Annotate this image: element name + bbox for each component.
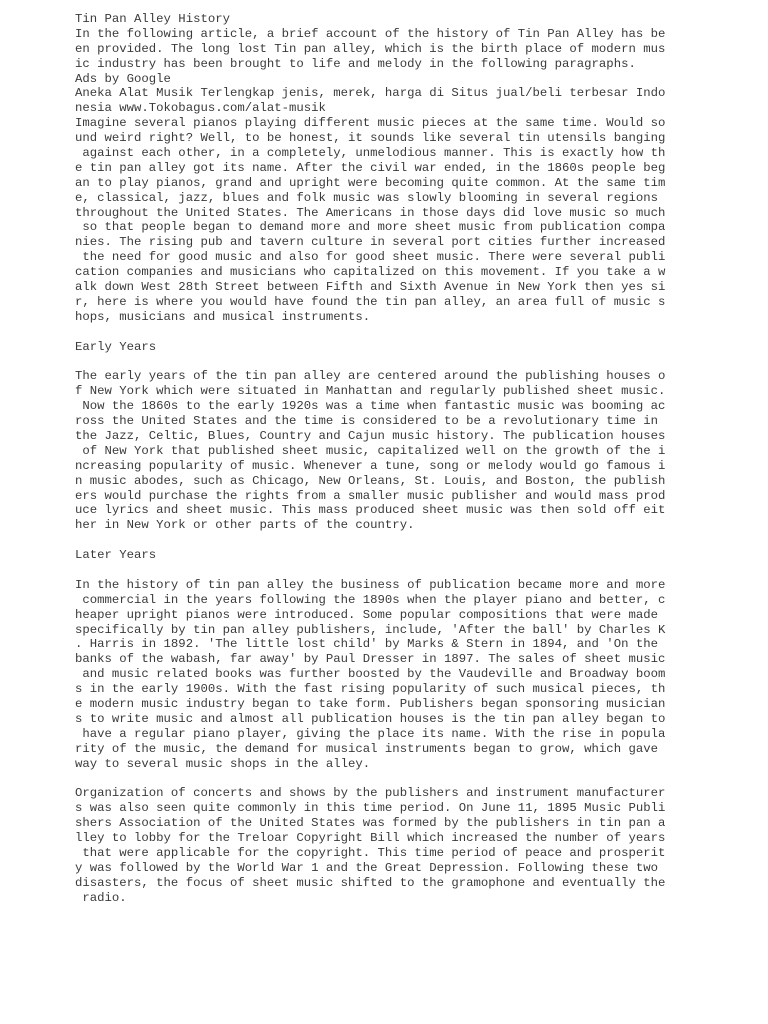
text-line: und weird right? Well, to be honest, it sounds like several tin utensils banging bbox=[75, 131, 666, 146]
text-line: specifically by tin pan alley publishers, include, 'After the ball' by Charles K bbox=[75, 622, 666, 637]
text-line: e tin pan alley got its name. After the civil war ended, in the 1860s people beg bbox=[75, 160, 666, 175]
text-line: s was also seen quite commonly in this time period. On June 11, 1895 Music Publi bbox=[75, 801, 666, 816]
text-line: ross the United States and the time is considered to be a revolutionary time in bbox=[75, 414, 666, 429]
text-line: s in the early 1900s. With the fast rising popularity of such musical pieces, th bbox=[75, 682, 666, 697]
text-line: an to play pianos, grand and upright were becoming quite common. At the same tim bbox=[75, 175, 666, 190]
text-line: In the following article, a brief account of the history of Tin Pan Alley has be bbox=[75, 26, 666, 41]
text-line: and music related books was further boosted by the Vaudeville and Broadway boom bbox=[75, 667, 666, 682]
text-line: ers would purchase the rights from a smaller music publisher and would mass prod bbox=[75, 488, 666, 503]
text-line: y was followed by the World War 1 and the Great Depression. Following these two bbox=[75, 860, 666, 875]
text-line: so that people began to demand more and more sheet music from publication compa bbox=[75, 220, 666, 235]
text-line: against each other, in a completely, unmelodious manner. This is exactly how th bbox=[75, 146, 666, 161]
ad-line: Aneka Alat Musik Terlengkap jenis, merek, harga di Situs jual/beli terbesar Indo bbox=[75, 86, 666, 101]
text-line: hops, musicians and musical instruments. bbox=[75, 309, 371, 324]
text-line: r, here is where you would have found the tin pan alley, an area full of music s bbox=[75, 294, 666, 309]
intro-paragraph bbox=[75, 27, 675, 72]
text-line: In the history of tin pan alley the business of publication became more and more bbox=[75, 577, 666, 592]
text-line: commercial in the years following the 1890s when the player piano and better, c bbox=[75, 592, 666, 607]
ad-line: nesia www.Tokobagus.com/alat-musik bbox=[75, 101, 326, 116]
text-line: throughout the United States. The Americans in those days did love music so much bbox=[75, 205, 666, 220]
text-line: rity of the music, the demand for musical instruments began to grow, which gave bbox=[75, 741, 666, 756]
text-line: e modern music industry began to take form. Publishers began sponsoring musician bbox=[75, 696, 666, 711]
text-line: Now the 1860s to the early 1920s was a time when fantastic music was booming ac bbox=[75, 399, 666, 414]
ad-text bbox=[75, 86, 675, 116]
document-title: Tin Pan Alley History bbox=[75, 12, 230, 26]
text-line: nies. The rising pub and tavern culture in several port cities further increased bbox=[75, 235, 666, 250]
body-paragraph bbox=[75, 116, 675, 324]
text-line: s to write music and almost all publication houses is the tin pan alley began to bbox=[75, 711, 666, 726]
text-line: Imagine several pianos playing different music pieces at the same time. Would so bbox=[75, 116, 666, 131]
text-line: cation companies and musicians who capitalized on this movement. If you take a w bbox=[75, 265, 666, 280]
blank-line bbox=[75, 533, 675, 548]
blank-line bbox=[75, 771, 675, 786]
ads-label: Ads by Google bbox=[75, 71, 171, 86]
text-line: heaper upright pianos were introduced. Some popular compositions that were made bbox=[75, 607, 666, 622]
section-heading-later-years: Later Years bbox=[75, 548, 157, 563]
text-line: uce lyrics and sheet music. This mass produced sheet music was then sold off eit bbox=[75, 503, 666, 518]
text-line: The early years of the tin pan alley are centered around the publishing houses o bbox=[75, 369, 666, 384]
text-line: have a regular piano player, giving the place its name. With the rise in popula bbox=[75, 726, 666, 741]
text-line: ncreasing popularity of music. Whenever a tune, song or melody would go famous i bbox=[75, 458, 666, 473]
text-line: of New York that published sheet music, capitalized well on the growth of the i bbox=[75, 443, 666, 458]
text-line: the Jazz, Celtic, Blues, Country and Cajun music history. The publication houses bbox=[75, 428, 666, 443]
text-line: shers Association of the United States was formed by the publishers in tin pan a bbox=[75, 816, 666, 831]
blank-line bbox=[75, 325, 675, 340]
text-line: e, classical, jazz, blues and folk music was slowly blooming in several regions bbox=[75, 190, 666, 205]
text-line: n music abodes, such as Chicago, New Orleans, St. Louis, and Boston, the publish bbox=[75, 473, 666, 488]
text-line: disasters, the focus of sheet music shifted to the gramophone and eventually the bbox=[75, 875, 666, 890]
text-line: way to several music shops in the alley. bbox=[75, 756, 371, 771]
text-line: the need for good music and also for good sheet music. There were several publi bbox=[75, 250, 666, 265]
text-line: radio. bbox=[75, 890, 127, 905]
blank-line bbox=[75, 563, 675, 578]
later-years-paragraph bbox=[75, 578, 675, 772]
text-line: alk down West 28th Street between Fifth and Sixth Avenue in New York then yes si bbox=[75, 280, 666, 295]
text-line: lley to lobby for the Treloar Copyright Bill which increased the number of years bbox=[75, 830, 666, 845]
text-line: her in New York or other parts of the country. bbox=[75, 518, 415, 533]
text-line: ic industry has been brought to life and melody in the following paragraphs. bbox=[75, 56, 636, 71]
section-heading-early-years: Early Years bbox=[75, 339, 157, 354]
text-line: . Harris in 1892. 'The little lost child' by Marks & Stern in 1894, and 'On the bbox=[75, 637, 666, 652]
document-page bbox=[75, 12, 675, 905]
blank-line bbox=[75, 354, 675, 369]
organization-paragraph bbox=[75, 786, 675, 905]
text-line: banks of the wabash, far away' by Paul Dresser in 1897. The sales of sheet music bbox=[75, 652, 666, 667]
text-line: en provided. The long lost Tin pan alley, which is the birth place of modern mus bbox=[75, 41, 666, 56]
text-line: Organization of concerts and shows by the publishers and instrument manufacturer bbox=[75, 786, 666, 801]
text-line: f New York which were situated in Manhattan and regularly published sheet music. bbox=[75, 384, 666, 399]
early-years-paragraph bbox=[75, 369, 675, 533]
text-line: that were applicable for the copyright. This time period of peace and prosperit bbox=[75, 845, 666, 860]
